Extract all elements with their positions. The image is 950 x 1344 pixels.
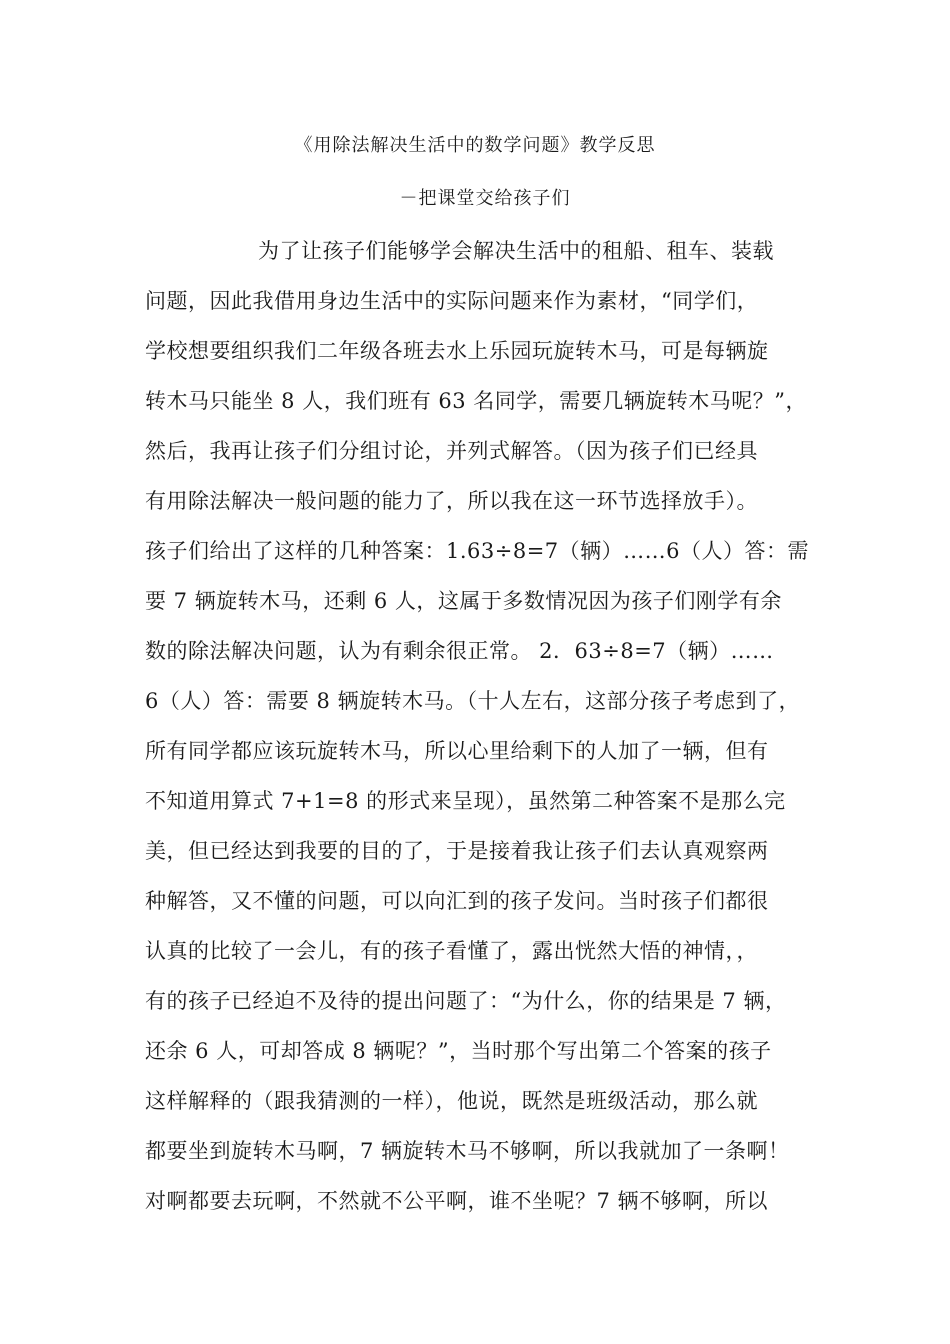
body-line: 孩子们给出了这样的几种答案：1.63÷8=7（辆）……6（人）答：需: [145, 539, 810, 563]
body-line: 认真的比较了一会儿，有的孩子看懂了，露出恍然大悟的神情，，: [145, 939, 758, 963]
body-line: 美，但已经达到我要的目的了，于是接着我让孩子们去认真观察两: [145, 839, 769, 863]
body-line: 然后，我再让孩子们分组讨论，并列式解答。（因为孩子们已经具: [145, 439, 758, 463]
body-line: 转木马只能坐 8 人，我们班有 63 名同学，需要几辆旋转木马呢？”，: [145, 389, 808, 413]
body-line: 学校想要组织我们二年级各班去水上乐园玩旋转木马，可是每辆旋: [145, 339, 769, 363]
body-line: 为了让孩子们能够学会解决生活中的租船、租车、装载: [258, 239, 774, 263]
body-line: 问题，因此我借用身边生活中的实际问题来作为素材，“同学们，: [145, 289, 759, 313]
document-title: 《用除法解决生活中的数学问题》教学反思: [294, 135, 656, 156]
body-line: 数的除法解决问题，认为有剩余很正常。 2．63÷8=7（辆）……: [145, 639, 774, 663]
body-line: 6（人）答：需要 8 辆旋转木马。（十人左右，这部分孩子考虑到了，: [145, 689, 801, 713]
body-line: 有的孩子已经迫不及待的提出问题了：“为什么，你的结果是 7 辆，: [145, 989, 787, 1013]
body-line: 种解答，又不懂的问题，可以向汇到的孩子发问。当时孩子们都很: [145, 889, 769, 913]
body-line: 都要坐到旋转木马啊，7 辆旋转木马不够啊，所以我就加了一条啊！: [145, 1139, 790, 1163]
body-line: 不知道用算式 7+1=8 的形式来呈现），虽然第二种答案不是那么完: [145, 789, 786, 813]
document-subtitle: －把课堂交给孩子们: [399, 188, 571, 209]
body-line: 所有同学都应该玩旋转木马，所以心里给剩下的人加了一辆，但有: [145, 739, 769, 763]
body-line: 有用除法解决一般问题的能力了，所以我在这一环节选择放手）。: [145, 489, 758, 513]
body-line: 还余 6 人，可却答成 8 辆呢？”，当时那个写出第二个答案的孩子: [145, 1039, 772, 1063]
body-line: 要 7 辆旋转木马，还剩 6 人，这属于多数情况因为孩子们刚学有余: [145, 589, 782, 613]
body-line: 这样解释的（跟我猜测的一样），他说，既然是班级活动，那么就: [145, 1089, 758, 1113]
body-line: 对啊都要去玩啊，不然就不公平啊，谁不坐呢？7 辆不够啊，所以: [145, 1189, 769, 1213]
